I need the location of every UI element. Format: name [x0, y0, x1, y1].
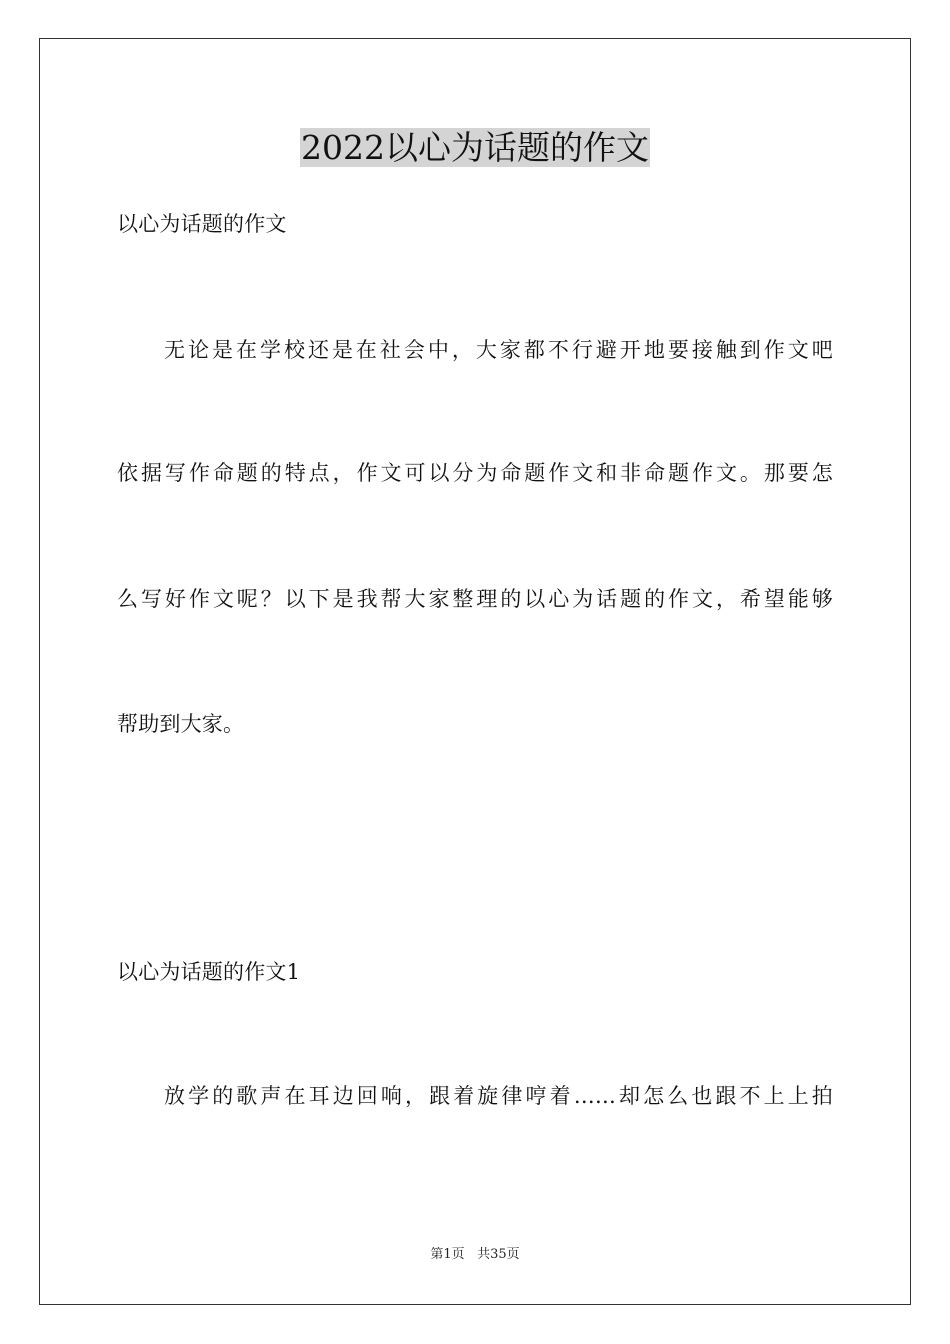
- page-total: 共35页: [477, 1247, 520, 1262]
- document-title-text: 2022以心为话题的作文: [301, 128, 649, 167]
- section-heading: 以心为话题的作文1: [117, 960, 301, 984]
- page-footer: [0, 1246, 950, 1264]
- intro-line-1: 无论是在学校还是在社会中，大家都不行避开地要接触到作文吧: [164, 338, 833, 362]
- page-number: 第1页: [430, 1247, 465, 1262]
- intro-line-4: 帮助到大家。: [117, 712, 245, 736]
- document-title: [0, 126, 950, 170]
- intro-line-2: 依据写作命题的特点，作文可以分为命题作文和非命题作文。那要怎: [117, 461, 833, 485]
- section-line-1: 放学的歌声在耳边回响，跟着旋律哼着……却怎么也跟不上上拍: [164, 1084, 833, 1108]
- document-subtitle: 以心为话题的作文: [117, 212, 287, 236]
- intro-line-3: 么写好作文呢？以下是我帮大家整理的以心为话题的作文，希望能够: [117, 587, 833, 611]
